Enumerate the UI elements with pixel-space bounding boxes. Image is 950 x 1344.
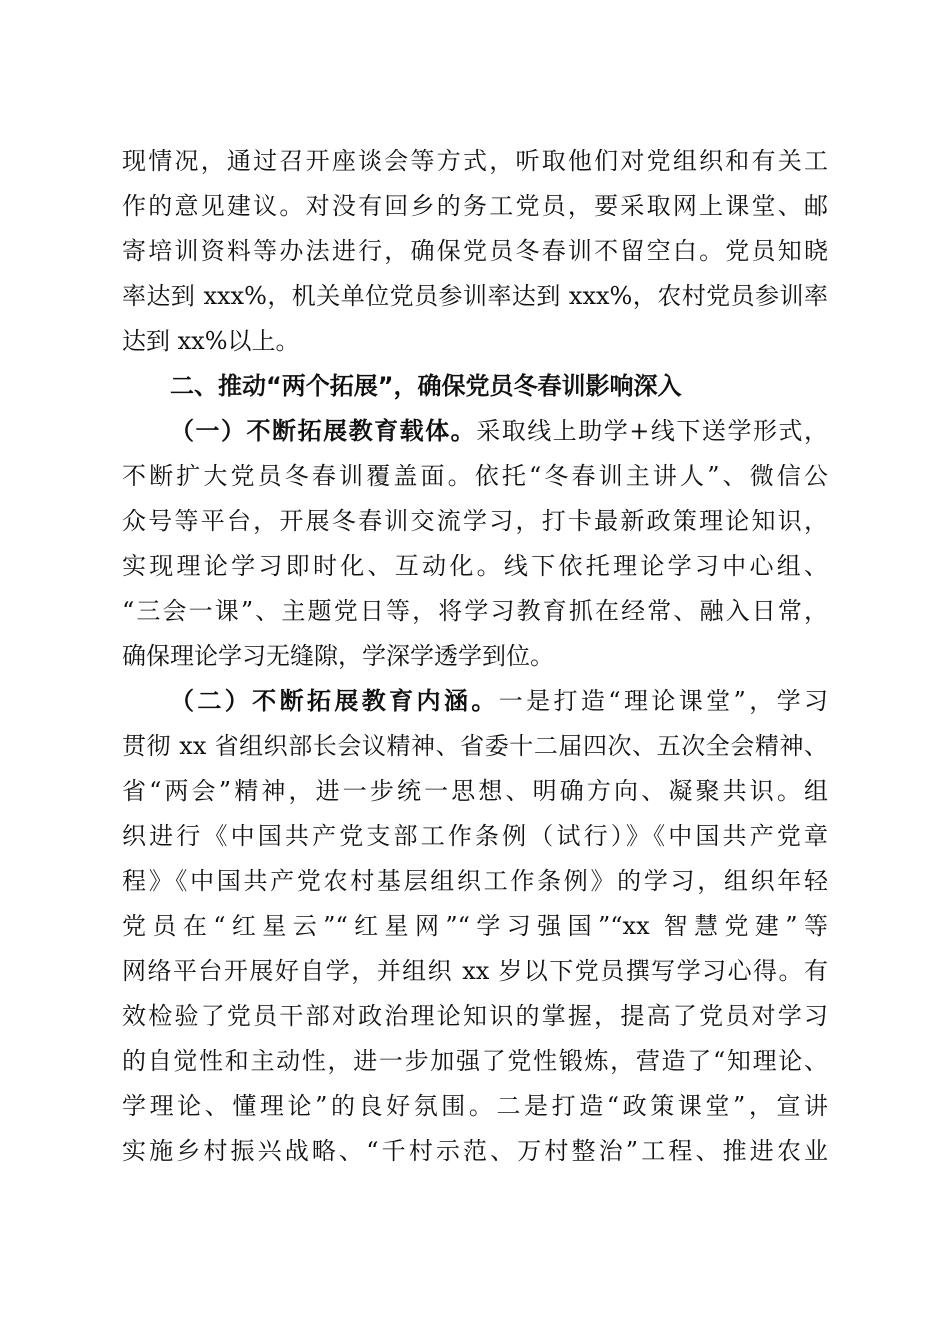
paragraph-line: 实现理论学习即时化、互动化。线下依托理论学习中心组、 — [122, 552, 828, 580]
subsection-title: （一）不断拓展教育载体。 — [170, 417, 477, 445]
subsection-text: 一是打造“理论课堂”，学习 — [498, 687, 828, 715]
paragraph-line: 省“两会”精神，进一步统一思想、明确方向、凝聚共识。组 — [122, 777, 828, 805]
paragraph-line: 效检验了党员干部对政治理论知识的掌握，提高了党员对学习 — [122, 1002, 828, 1030]
paragraph-line: 党员在“红星云”“红星网”“学习强国”“xx 智慧党建”等 — [122, 912, 828, 940]
paragraph-line: 学理论、懂理论”的良好氛围。二是打造“政策课堂”，宣讲 — [122, 1092, 828, 1120]
paragraph-line: 现情况，通过召开座谈会等方式，听取他们对党组织和有关工 — [122, 147, 828, 175]
paragraph-line: 确保理论学习无缝隙，学深学透学到位。 — [122, 642, 554, 670]
paragraph-line: 作的意见建议。对没有回乡的务工党员，要采取网上课堂、邮 — [122, 192, 828, 220]
paragraph-line: 织进行《中国共产党支部工作条例（试行）》《中国共产党章 — [122, 822, 828, 850]
paragraph-line: 达到 xx%以上。 — [122, 327, 300, 355]
paragraph-line: “三会一课”、主题党日等，将学习教育抓在经常、融入日常， — [122, 597, 828, 625]
section-heading: 二、推动“两个拓展”，确保党员冬春训影响深入 — [170, 372, 682, 400]
paragraph-line: 程》《中国共产党农村基层组织工作条例》的学习，组织年轻 — [122, 867, 828, 895]
paragraph-line: 众号等平台，开展冬春训交流学习，打卡最新政策理论知识， — [122, 507, 828, 535]
subsection-first-line — [170, 681, 828, 721]
paragraph-line: 的自觉性和主动性，进一步加强了党性锻炼，营造了“知理论、 — [122, 1047, 828, 1075]
paragraph-line: 实施乡村振兴战略、“千村示范、万村整治”工程、推进农业 — [122, 1137, 828, 1165]
paragraph-line: 率达到 xxx%，机关单位党员参训率达到 xxx%，农村党员参训率 — [122, 282, 828, 310]
subsection-title: （二）不断拓展教育内涵。 — [170, 687, 499, 715]
subsection-text: 采取线上助学+线下送学形式， — [476, 417, 828, 445]
paragraph-line: 不断扩大党员冬春训覆盖面。依托“冬春训主讲人”、微信公 — [122, 462, 828, 490]
paragraph-line: 寄培训资料等办法进行，确保党员冬春训不留空白。党员知晓 — [122, 237, 828, 265]
paragraph-line: 贯彻 xx 省组织部长会议精神、省委十二届四次、五次全会精神、 — [122, 732, 828, 760]
subsection-first-line — [170, 411, 828, 451]
paragraph-line: 网络平台开展好自学，并组织 xx 岁以下党员撰写学习心得。有 — [122, 957, 828, 985]
